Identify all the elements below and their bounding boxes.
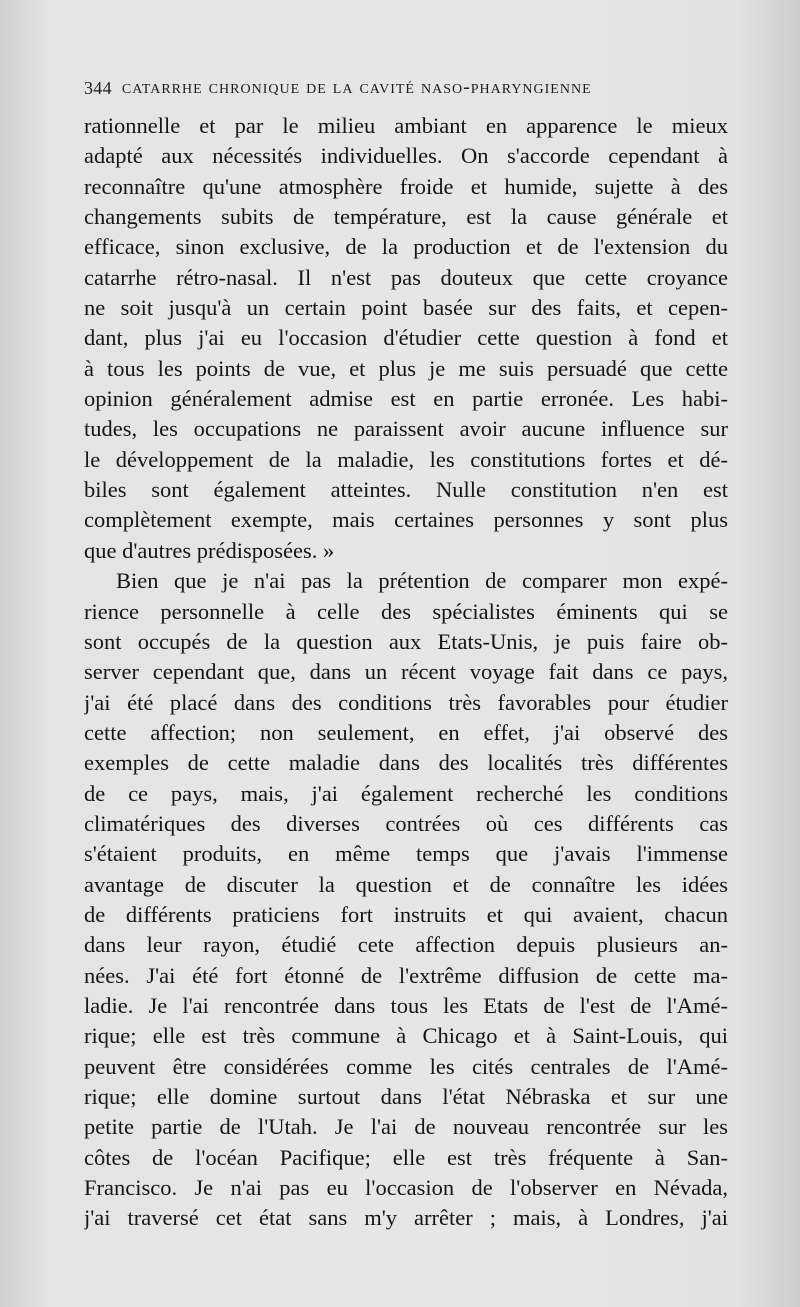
text-line: adapté aux nécessités individuelles. On s'accorde cependant à	[84, 143, 728, 169]
text-line: nées. J'ai été fort étonné de l'extrême diffusion de cette ma-	[84, 962, 728, 988]
text-line: changements subits de température, est la cause générale et	[84, 204, 728, 230]
text-line: peuvent être considérées comme les cités centrales de l'Amé-	[84, 1053, 728, 1079]
text-line: petite partie de l'Utah. Je l'ai de nouveau rencontrée sur les	[84, 1114, 728, 1140]
text-line: exemples de cette maladie dans des localités très différentes	[84, 750, 728, 776]
body-text	[84, 111, 728, 1234]
text-line: côtes de l'océan Pacifique; elle est très fréquente à San-	[84, 1144, 728, 1170]
text-line: à tous les points de vue, et plus je me suis persuadé que cette	[84, 355, 728, 381]
text-line: rique; elle est très commune à Chicago et à Saint-Louis, qui	[84, 1023, 728, 1049]
text-line: j'ai traversé cet état sans m'y arrêter ; mais, à Londres, j'ai	[84, 1205, 728, 1231]
text-line: ne soit jusqu'à un certain point basée sur des faits, et cepen-	[84, 295, 728, 321]
text-line: efficace, sinon exclusive, de la production et de l'extension du	[84, 234, 728, 260]
text-line: le développement de la maladie, les constitutions fortes et dé-	[84, 446, 728, 472]
text-line-paragraph-start: Bien que je n'ai pas la prétention de comparer mon expé-	[116, 568, 728, 594]
text-line-paragraph-end: que d'autres prédisposées. »	[84, 537, 335, 563]
text-line: de différents praticiens fort instruits et qui avaient, chacun	[84, 901, 728, 927]
text-line: biles sont également atteintes. Nulle constitution n'en est	[84, 477, 728, 503]
text-line: tudes, les occupations ne paraissent avoir aucune influence sur	[84, 416, 728, 442]
text-line: complètement exempte, mais certaines personnes y sont plus	[84, 507, 728, 533]
text-line: ladie. Je l'ai rencontrée dans tous les Etats de l'est de l'Amé-	[84, 992, 728, 1018]
running-header	[84, 78, 728, 99]
text-line: cette affection; non seulement, en effet, j'ai observé des	[84, 719, 728, 745]
text-line: de ce pays, mais, j'ai également recherché les conditions	[84, 780, 728, 806]
text-line: rience personnelle à celle des spécialistes éminents qui se	[84, 598, 728, 624]
text-line: opinion généralement admise est en partie erronée. Les habi-	[84, 386, 728, 412]
text-line: reconnaître qu'une atmosphère froide et humide, sujette à des	[84, 173, 728, 199]
text-line: j'ai été placé dans des conditions très favorables pour étudier	[84, 689, 728, 715]
text-line: dans leur rayon, étudié cete affection depuis plusieurs an-	[84, 932, 728, 958]
text-line: s'étaient produits, en même temps que j'avais l'immense	[84, 841, 728, 867]
text-line: server cependant que, dans un récent voyage fait dans ce pays,	[84, 659, 728, 685]
text-line: sont occupés de la question aux Etats-Unis, je puis faire ob-	[84, 628, 728, 654]
running-title: catarrhe chronique de la cavité naso-pharyngienne	[121, 76, 592, 98]
text-line: catarrhe rétro-nasal. Il n'est pas douteux que cette croyance	[84, 264, 728, 290]
text-line: Francisco. Je n'ai pas eu l'occasion de l'observer en Névada,	[84, 1175, 728, 1201]
text-line: avantage de discuter la question et de connaître les idées	[84, 871, 728, 897]
page-number: 344	[84, 78, 112, 98]
text-line: rationnelle et par le milieu ambiant en apparence le mieux	[84, 113, 728, 138]
text-line: rique; elle domine surtout dans l'état Nébraska et sur une	[84, 1084, 728, 1109]
text-line: dant, plus j'ai eu l'occasion d'étudier cette question à fond et	[84, 325, 728, 351]
text-line: climatériques des diverses contrées où ces différents cas	[84, 810, 728, 836]
